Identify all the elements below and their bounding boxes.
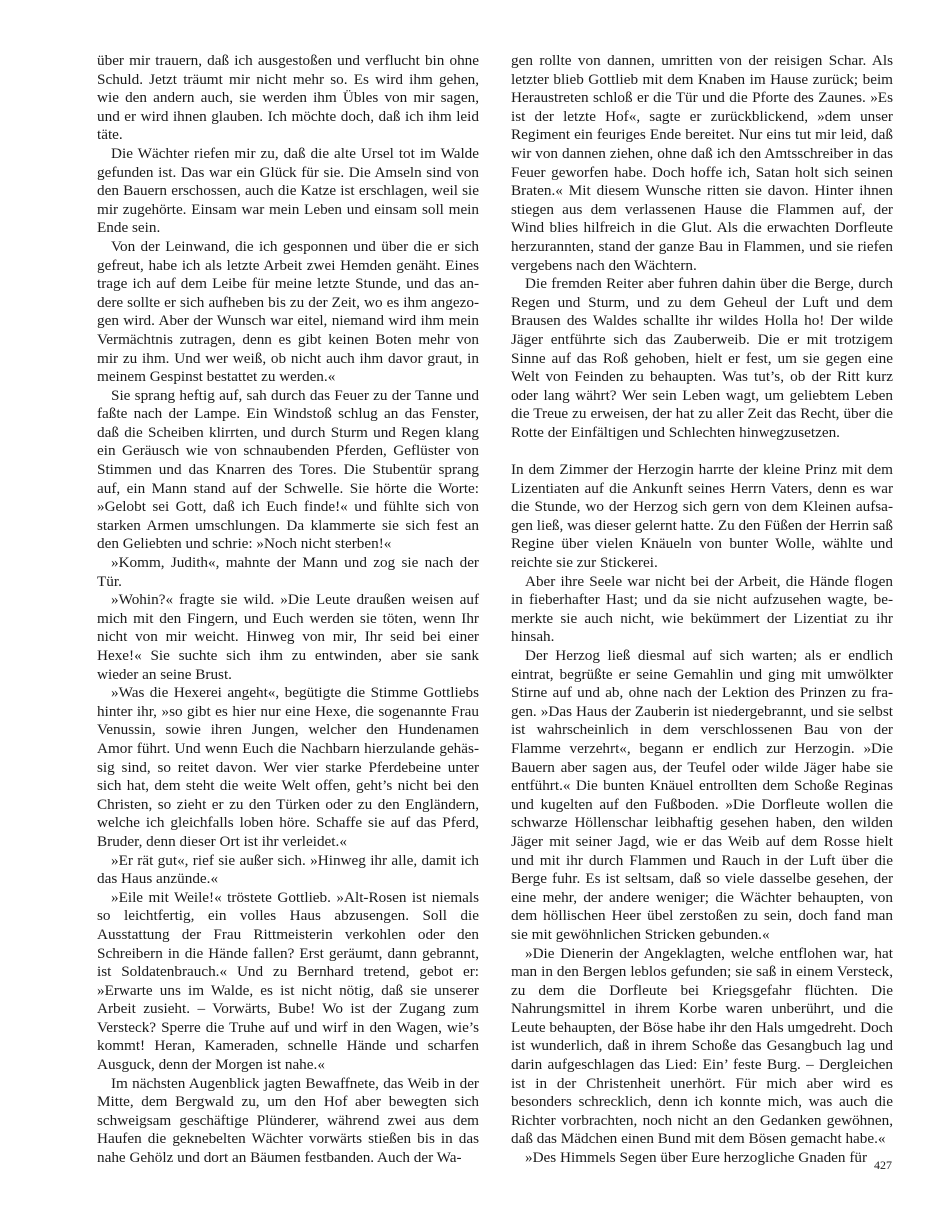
- right-column: [511, 52, 893, 1168]
- left-column: [97, 52, 479, 1168]
- paragraph: Der Herzog ließ diesmal auf sich warten; als er endlich eintrat, begrüßte er seine Gemahlin und ging mit umwölkter Stirne auf und ab, ohne nach der Lektion des Prinzen zu fragen. »Das Haus der Zauberin ist niedergebrannt, und sie selbst ist wahrscheinlich in dem verschlossenen Bau von der Flamme verzehrt«, begann er endlich zur Herzogin. »Die Bauern aber sagen aus, der Teufel oder wilde Jäger habe sie entführt.« Die bunten Knäuel entrollten dem Schoße Reginas und kugelten auf den Fußboden. »Die Dorfleute wollen die schwarze Höllenschar leibhaftig gesehen haben, den wilden Jäger mit seiner Jagd, wie er das Weib auf dem Rosse hielt und mit ihr durch Flammen und Rauch in der Luft über die Berge fuhr. Es ist seltsam, daß so viele dasselbe gesehen, der eine mehr, der andere weniger; die Wächter behaupten, von dem höllischen Heer übel zerstoßen zu sein, doch fand man sie mit gewöhnlichen Stricken gebunden.«: [511, 647, 893, 943]
- paragraph: »Er rät gut«, rief sie außer sich. »Hinweg ihr alle, damit ich das Haus anzünde.«: [97, 851, 479, 888]
- paragraph: Die Wächter riefen mir zu, daß die alte Ursel tot im Walde gefunden ist. Das war ein Glück für sie. Die Amseln sind von den Bauern erschossen, auch die Katze ist erschlagen, weil sie mir zugehörte. Einsam war mein Leben und einsam soll mein Ende sein.: [97, 144, 479, 237]
- paragraph: »Komm, Judith«, mahnte der Mann und zog sie nach der Tür.: [97, 554, 479, 590]
- paragraph: Von der Leinwand, die ich gesponnen und über die er sich gefreut, habe ich als letzte Arbeit zwei Hemden genäht. Eines trage ich auf dem Leibe für meine letzte Stunde, und das andere sollte er sich aufheben bis zu der Zeit, wo es ihm angezogen wird. Aber der Wunsch war eitel, niemand wird ihm mein Vermächtnis zutragen, denn es gibt keinen Boten mehr von mir zu ihm. Und wer weiß, ob nicht auch ihm davor graut, in meinem Gespinst bestattet zu werden.«: [97, 237, 479, 386]
- paragraph: Sie sprang heftig auf, sah durch das Feuer zu der Tanne und faßte nach der Lampe. Ein Windstoß schlug an das Fenster, daß die Scheiben klirrten, und durch Sturm und Regen klang ein Geräusch wie von schnaubenden Pferden, Geflüster von Stimmen und das Knarren des Tores. Die Stubentür sprang auf, ein Mann stand auf der Schwelle. Sie hörte die Worte: »Gelobt sei Gott, daß ich Euch finde!« und fühlte sich von starken Armen umschlungen. Da klammerte sie sich fest an den Geliebten und schrie: »Noch nicht sterben!«: [97, 386, 479, 553]
- paragraph: »Eile mit Weile!« tröstete Gottlieb. »Alt-Rosen ist niemals so leichtfertig, ein volles Haus abzusengen. Soll die Ausstattung der Frau Rittmeisterin verkohlen oder den Schreibern in die Hände fallen? Erst geräumt, dann gebrannt, ist Soldatenbrauch.« Und zu Bernhard tretend, gebot er: »Erwarte uns im Walde, es ist nicht nötig, daß sie unserer Arbeit zusieht. – Vorwärts, Bube! Wo ist der Zugang zum Versteck? Sperre die Truhe auf und wirf in den Wagen, wie’s kommt! Heran, Kameraden, schnelle Hände und scharfen Ausguck, denn der Morgen ist nahe.«: [97, 888, 479, 1074]
- paragraph: Im nächsten Augenblick jagten Bewaffnete, das Weib in der Mitte, dem Bergwald zu, um den Hof aber bewegten sich schweigsam geschäftige Plünderer, während zwei aus dem Haufen die geknebelten Wächter vorwärts stießen bis in das nahe Gehölz und dort an Bäumen festbanden. Auch der Wa-: [97, 1074, 479, 1167]
- page-number: 427: [874, 1158, 892, 1172]
- paragraph: »Des Himmels Segen über Eure herzogliche Gnaden für: [525, 1149, 868, 1167]
- paragraph: gen rollte von dannen, umritten von der reisigen Schar. Als letzter blieb Gottlieb mit dem Knaben im Hause zurück; beim Heraustreten schloß er die Tür und die Pforte des Zaunes. »Es ist der letzte Hof«, sagte er zurückblickend, »dem unser Regiment ein feuriges Ende bereitet. Nur eins tut mir leid, daß wir von dannen ziehen, ohne daß ich den Amtsschreiber in das Feuer geworfen habe. Doch hoffe ich, Satan holt sich seinen Braten.« Mit diesem Wunsche ritten sie davon. Hinter ihnen stiegen aus dem verlassenen Hause die Flammen auf, der Wind blies hilfreich in die Glut. Als die erwachten Dorfleute herzurannten, stand der ganze Bau in Flammen, und sie riefen vergebens nach den Wächtern.: [511, 52, 893, 274]
- paragraph: über mir trauern, daß ich ausgestoßen und verflucht bin ohne Schuld. Jetzt träumt mir nicht mehr so. Es wird ihm gehen, wie den andern auch, sie werden ihm Übles von mir sagen, und er wird ihnen glauben. Ich möchte doch, daß ich ihm leid täte.: [97, 52, 479, 144]
- paragraph: Aber ihre Seele war nicht bei der Arbeit, die Hände flogen in fieberhafter Hast; und da sie nicht aufzusehen wagte, bemerkte sie auch nicht, wie bekümmert der Lizentiat zu ihr hinsah.: [511, 572, 893, 646]
- paragraph: Die fremden Reiter aber fuhren dahin über die Berge, durch Regen und Sturm, und zu dem Geheul der Luft und dem Brausen des Waldes schallte ihr wildes Holla ho! Der wilde Jäger entführte sich das Zauberweib. Die er mit trotzigem Sinne auf das Roß gehoben, hielt er fest, um sie gegen eine Welt von Feinden zu behaupten. Was tut’s, ob der Ritt kurz oder lang währt? Wer sein Leben wagt, um geliebtem Leben die Treue zu erweisen, der hat zu aller Zeit das Recht, über die Rotte der Einfältigen und Schlechten hinwegzusetzen.: [511, 275, 893, 441]
- section-start-paragraph: In dem Zimmer der Herzogin harrte der kleine Prinz mit dem Lizentiaten auf die Ankunft seines Herrn Vaters, denn es war die Stunde, wo der Herzog sich gern von dem Kleinen aufsagen ließ, was dieser gelernt hatte. Zu den Füßen der Herrin saß Regine über vielen Knäueln von bunter Wolle, wählte und reichte sie zur Stickerei.: [511, 461, 893, 572]
- paragraph: »Die Dienerin der Angeklagten, welche entflohen war, hat man in den Bergen leblos gefunden; sie saß in einem Versteck, zu dem die Dorfleute bei Kriegsgefahr flüchten. Die Nahrungsmittel in ihrem Korbe waren unberührt, und die Leute behaupten, der Böse habe ihr den Hals umgedreht. Doch ist wunderlich, daß in ihrem Schoße das Gesangbuch lag und darin aufgeschlagen das Lied: Ein’ feste Burg. – Dergleichen ist in der Christenheit unerhört. Für mich aber wird es besonders schrecklich, denn ich konnte mich, was auch die Richter vorbrachten, noch nicht an den Gedanken gewöhnen, daß das Mädchen einen Bund mit dem Bösen gemacht habe.«: [511, 944, 893, 1148]
- paragraph: »Wohin?« fragte sie wild. »Die Leute draußen weisen auf mich mit den Fingern, und Euch werden sie töten, wenn Ihr nicht von mir weicht. Hinweg von mir, Ihr seid bei einer Hexe!« Sie suchte sich ihm zu entwinden, aber sie sank wieder an seine Brust.: [97, 591, 479, 683]
- paragraph: »Was die Hexerei angeht«, begütigte die Stimme Gottliebs hinter ihr, »so gibt es hier nur eine Hexe, die sogenannte Frau Venussin, sowie ihren Jungen, welcher den Hundenamen Amor führt. Und wenn Euch die Nachbarn hierzulande gehässig sind, so reitet davon. Wer vier starke Pferdebeine unter sich hat, dem steht die weite Welt offen, geht’s nicht bei den Christen, so zieht er zu den Türken oder zu den Engländern, welche ich gleichfalls loben höre. Schaffe sie auf das Pferd, Bruder, denn dieser Ort ist ihr verleidet.«: [97, 684, 479, 850]
